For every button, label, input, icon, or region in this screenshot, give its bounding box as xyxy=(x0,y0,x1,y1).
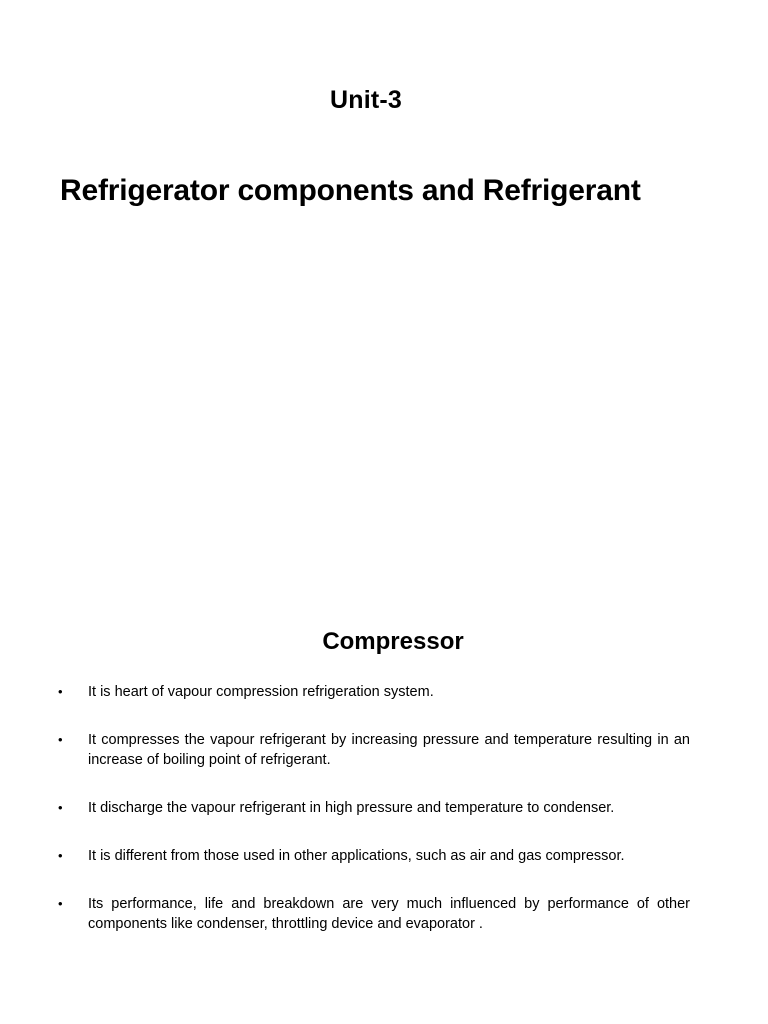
bullet-icon: • xyxy=(58,800,63,815)
list-item xyxy=(58,846,690,866)
list-item-text: It discharge the vapour refrigerant in high pressure and temperature to condenser. xyxy=(88,800,615,816)
bullet-icon: • xyxy=(58,848,63,863)
bullet-icon: • xyxy=(58,896,63,911)
list-item xyxy=(58,682,690,702)
bullet-icon: • xyxy=(58,732,63,747)
list-item-text: It is heart of vapour compression refrigeration system. xyxy=(88,684,434,700)
list-item xyxy=(58,730,690,770)
list-item xyxy=(58,798,690,818)
bullet-list xyxy=(58,682,690,962)
list-item-text: It compresses the vapour refrigerant by increasing pressure and temperature resulting in an increase of boiling point of refrigerant. xyxy=(88,732,690,768)
bullet-icon: • xyxy=(58,684,63,699)
list-item xyxy=(58,894,690,934)
section-heading: Compressor xyxy=(322,628,464,655)
list-item-text: It is different from those used in other applications, such as air and gas compressor. xyxy=(88,848,625,864)
unit-label: Unit-3 xyxy=(329,86,403,114)
page-title: Refrigerator components and Refrigerant xyxy=(60,174,641,207)
slide-compressor xyxy=(0,520,768,1024)
list-item-text: Its performance, life and breakdown are very much influenced by performance of other components like condenser, throttling device and evaporator . xyxy=(88,896,690,932)
